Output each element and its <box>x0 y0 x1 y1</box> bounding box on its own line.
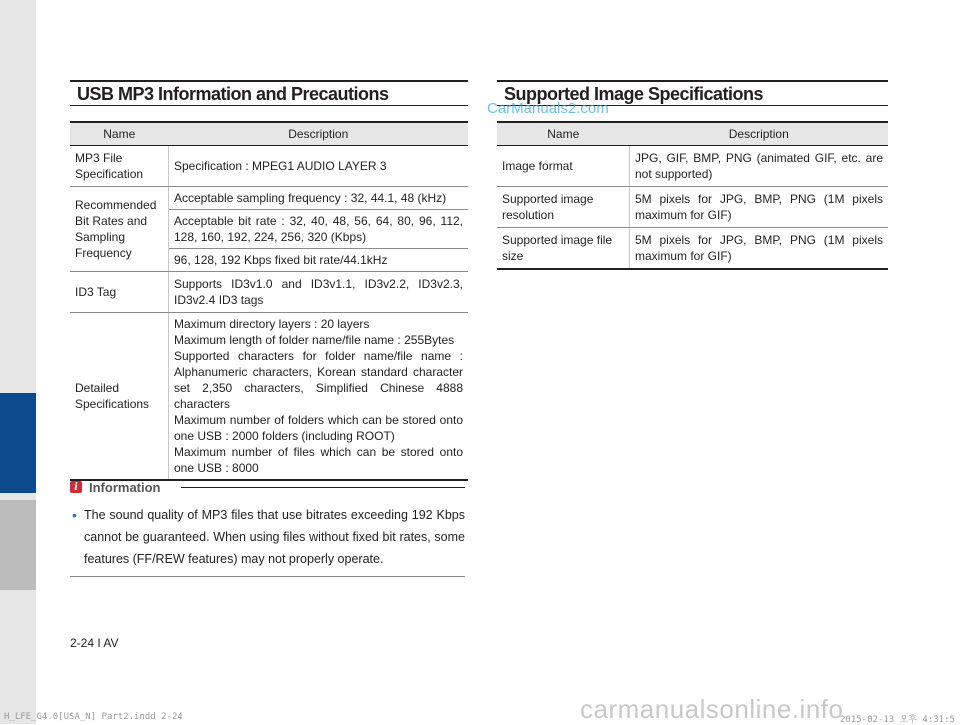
column-header-description: Description <box>169 122 469 146</box>
row-description: Acceptable bit rate : 32, 40, 48, 56, 64, 80, 96, 112, 128, 160, 192, 224, 256, 320 (Kbps) <box>169 210 469 249</box>
watermark-top: CarManuals2.com <box>487 100 609 117</box>
row-description: 5M pixels for JPG, BMP, PNG (1M pixels maximum for GIF) <box>630 228 889 270</box>
information-header <box>70 478 465 496</box>
spec-line: Maximum length of folder name/file name : 255Bytes <box>174 333 455 347</box>
row-name: Supported image file size <box>497 228 630 270</box>
row-description: 5M pixels for JPG, BMP, PNG (1M pixels maximum for GIF) <box>630 187 889 228</box>
chapter-tab-gray <box>0 500 36 590</box>
table-row <box>497 228 888 270</box>
table-row <box>70 313 468 481</box>
print-imprint-left: H_LFE_G4.0[USA_N] Part2.indd 2-24 <box>4 712 183 722</box>
chapter-tab-marker <box>0 393 36 493</box>
divider <box>181 487 466 488</box>
information-text: The sound quality of MP3 files that use bitrates exceeding 192 Kbps cannot be guaranteed. When using files without fixed bit rates, some features (FF/REW features) may not properly operate. <box>84 508 465 566</box>
column-header-name: Name <box>497 122 630 146</box>
row-name: Supported image resolution <box>497 187 630 228</box>
row-description: Acceptable sampling frequency : 32, 44.1, 48 (kHz) <box>169 187 469 210</box>
table-row <box>70 272 468 313</box>
divider <box>70 576 465 577</box>
row-name: MP3 File Specification <box>70 146 169 187</box>
side-margin-strip <box>0 0 36 724</box>
table-row <box>70 146 468 187</box>
spec-line: Supported characters for folder name/file name : Alphanumeric characters, Korean standard character set 2,350 characters, Simplified Chinese 4888 characters <box>174 349 463 411</box>
row-name: ID3 Tag <box>70 272 169 313</box>
row-description: JPG, GIF, BMP, PNG (animated GIF, etc. are not supported) <box>630 146 889 187</box>
row-name: Detailed Specifications <box>70 313 169 481</box>
row-description <box>169 313 469 481</box>
section-title: Supported Image Specifications <box>497 80 888 106</box>
spec-line: Maximum number of folders which can be stored onto one USB : 2000 folders (including ROOT) <box>174 413 463 443</box>
image-spec-table <box>497 121 888 270</box>
bullet-icon: • <box>72 507 77 523</box>
mp3-spec-table <box>70 121 468 481</box>
section-title: USB MP3 Information and Precautions <box>70 80 468 106</box>
watermark-bottom: carmanualsonline.info <box>580 694 844 724</box>
spec-line: Maximum number of files which can be stored onto one USB : 8000 <box>174 445 463 475</box>
page-number: 2-24 I AV <box>70 636 119 650</box>
table-row <box>497 146 888 187</box>
column-header-name: Name <box>70 122 169 146</box>
table-row <box>70 187 468 210</box>
spec-line: Maximum directory layers : 20 layers <box>174 317 370 331</box>
row-description: Supports ID3v1.0 and ID3v1.1, ID3v2.2, ID3v2.3, ID3v2.4 ID3 tags <box>169 272 469 313</box>
row-name: Recommended Bit Rates and Sampling Frequency <box>70 187 169 272</box>
row-name: Image format <box>497 146 630 187</box>
usb-mp3-section <box>70 80 468 481</box>
row-description: 96, 128, 192 Kbps fixed bit rate/44.1kHz <box>169 249 469 272</box>
print-imprint-right: 2015-02-13 오후 4:31:5 <box>840 715 955 725</box>
row-description: Specification : MPEG1 AUDIO LAYER 3 <box>169 146 469 187</box>
information-note <box>70 478 465 577</box>
table-row <box>497 187 888 228</box>
column-header-description: Description <box>630 122 889 146</box>
information-text-block <box>70 504 465 570</box>
information-label: Information <box>89 479 161 495</box>
info-icon: i <box>70 481 82 493</box>
